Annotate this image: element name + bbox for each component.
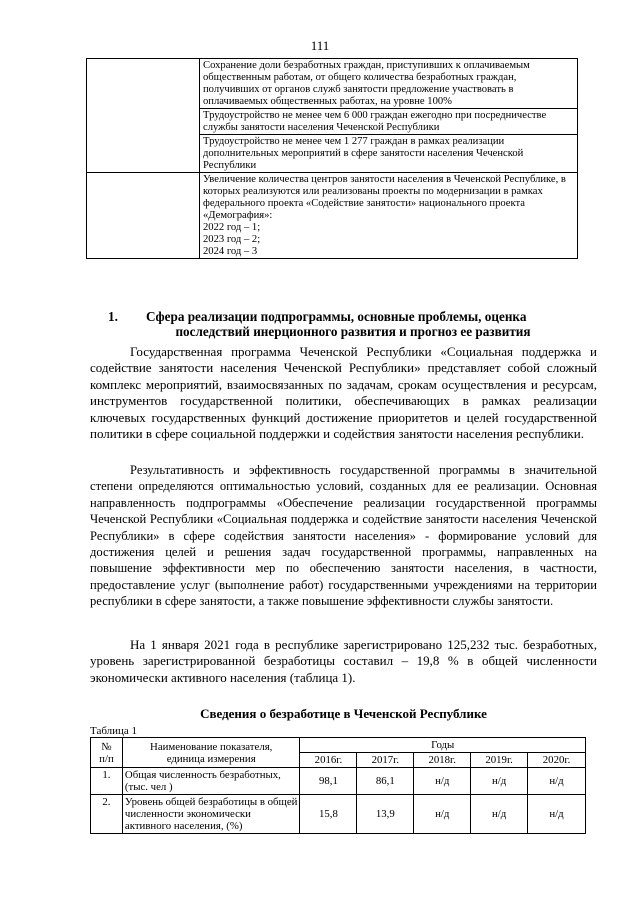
header-year: 2017г.: [357, 753, 414, 768]
table-row: [91, 768, 586, 795]
row-num: 2.: [91, 795, 123, 834]
page-number: 111: [310, 38, 330, 53]
unemployment-table: [90, 737, 586, 834]
section-title-line1: Сфера реализации подпрограммы, основные проблемы, оценка: [146, 309, 527, 324]
goal-cell: Трудоустройство не менее чем 1 277 граждан в рамках реализации дополнительных мероприятий в сфере занятости населения Чеченской Республики: [200, 135, 578, 173]
paragraph: Результативность и эффективность государственной программы в значительной степени определяются оптимальностью условий, созданных для ее реализации. Основная направленность подпрограммы «Обеспечение реализации государственной программы Чеченской Республики «Социальная поддержка и содействие занятости населения Чеченской Республики» в сфере содействия занятости населения» - формирование условий для достижения целей и решения задач государственной программы, направленных на повышение эффективности мер по обеспечению занятости населения, в частности, предоставление услуг (выполнение работ) государственными учреждениями на территории республики в сфере занятости, а также повышение эффективности службы занятости.: [90, 463, 597, 609]
goal-cell: Трудоустройство не менее чем 6 000 граждан ежегодно при посредничестве службы занятости населения Чеченской Республики: [200, 109, 578, 135]
header-name: Наименование показателя, единица измерения: [122, 738, 300, 768]
section-title-line2: последствий инерционного развития и прогноз ее развития: [175, 324, 531, 339]
row-value: н/д: [471, 795, 528, 834]
row-value: 86,1: [357, 768, 414, 795]
row-value: 98,1: [300, 768, 357, 795]
row-value: н/д: [528, 795, 586, 834]
table-row: [87, 59, 578, 109]
goal-cell: Сохранение доли безработных граждан, приступивших к оплачиваемым общественным работам, от общего количества безработных граждан, получивших от органов служб занятости предложение участвовать в оплачиваемых общественных работах, на уровне 100%: [200, 59, 578, 109]
header-year: 2020г.: [528, 753, 586, 768]
row-value: н/д: [414, 795, 471, 834]
goal-year: 2023 год – 2;: [203, 234, 261, 245]
row-num: 1.: [91, 768, 123, 795]
row-name: Уровень общей безработицы в общей численности экономически активного населения, (%): [122, 795, 300, 834]
goal-cell: [200, 173, 578, 259]
table-label: Таблица 1: [90, 725, 138, 737]
section-number: 1.: [108, 309, 118, 324]
row-value: н/д: [528, 768, 586, 795]
paragraph: Государственная программа Чеченской Республики «Социальная поддержка и содействие занятости населения Чеченской Республики» представляет собой сложный комплекс мероприятий, взаимосвязанных по задачам, срокам осуществления и ресурсам, инструментов государственной политики, обеспечивающих в рамках реализации ключевых государственных функций достижение приоритетов и целей государственной политики в сфере социальной поддержки и содействия занятости населения республики.: [90, 344, 597, 442]
row-value: 13,9: [357, 795, 414, 834]
header-years: Годы: [300, 738, 586, 753]
header-year: 2019г.: [471, 753, 528, 768]
row-value: н/д: [471, 768, 528, 795]
section-heading: [108, 309, 588, 339]
row-name: Общая численность безработных, (тыс. чел ): [122, 768, 300, 795]
table-header-row: [91, 738, 586, 753]
header-year: 2018г.: [414, 753, 471, 768]
goals-table: [86, 58, 578, 259]
table-row: [87, 173, 578, 259]
header-num: № п/п: [91, 738, 123, 768]
row-value: 15,8: [300, 795, 357, 834]
goal-year: 2022 год – 1;: [203, 222, 261, 233]
table-row: [91, 795, 586, 834]
paragraph: На 1 января 2021 года в республике зарегистрировано 125,232 тыс. безработных, уровень зарегистрированной безработицы составил – 19,8 % в общей численности экономически активного населения (таблица 1).: [90, 637, 597, 685]
goal-text: Увеличение количества центров занятости населения в Чеченской Республике, в которых реализуются или реализованы проекты по модернизации в рамках федерального проекта «Содействие занятости» национального проекта «Демография»:: [203, 174, 566, 221]
table-caption: Сведения о безработице в Чеченской Республике: [200, 706, 487, 721]
goal-year: 2024 год – 3: [203, 246, 258, 257]
row-value: н/д: [414, 768, 471, 795]
header-year: 2016г.: [300, 753, 357, 768]
